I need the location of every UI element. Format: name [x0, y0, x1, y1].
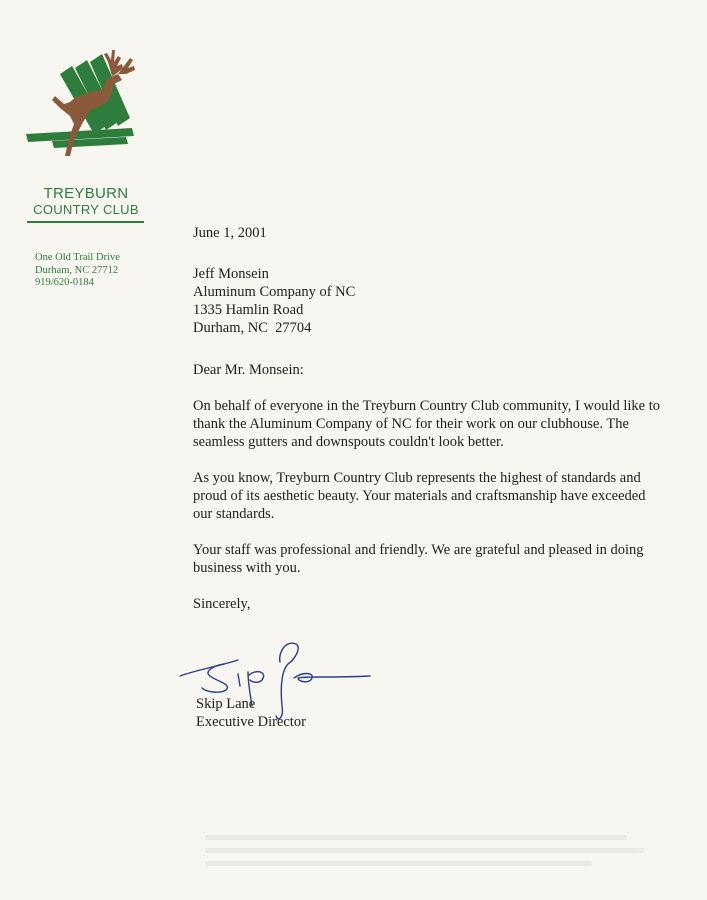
- letter-body: [193, 224, 663, 613]
- signer-title: Executive Director: [196, 714, 306, 730]
- closing: Sincerely,: [193, 596, 251, 612]
- club-address: [35, 252, 120, 290]
- recipient-line: Durham, NC 27704: [193, 320, 312, 336]
- address-line-2: Durham, NC 27712: [35, 264, 119, 276]
- recipient-line: Aluminum Company of NC: [193, 284, 356, 300]
- club-name-line2: COUNTRY CLUB: [33, 202, 139, 217]
- salutation: Dear Mr. Monsein:: [193, 362, 304, 378]
- recipient-line: Jeff Monsein: [193, 266, 269, 282]
- signer-name: Skip Lane: [196, 696, 256, 712]
- club-name-line1: TREYBURN: [43, 185, 129, 202]
- recipient-line: 1335 Hamlin Road: [193, 302, 304, 318]
- signer-block: [196, 695, 306, 731]
- body-paragraph: Your staff was professional and friendly. We are grateful and pleased in doing business with you.: [193, 542, 644, 576]
- body-paragraph: On behalf of everyone in the Treyburn Country Club community, I would like to thank the Aluminum Company of NC for their work on our clubhouse. The seamless gutters and downspouts couldn't look better.: [193, 398, 661, 450]
- phone-number: 919/620-0184: [35, 277, 94, 288]
- letter-date: June 1, 2001: [193, 225, 267, 241]
- recipient-block: [193, 265, 663, 337]
- deer-logo-icon: [22, 44, 144, 160]
- body-paragraph: As you know, Treyburn Country Club represents the highest of standards and proud of its aesthetic beauty. Your materials and craftsmanship have exceeded our standards.: [193, 470, 646, 522]
- address-line-1: One Old Trail Drive: [35, 252, 120, 263]
- letterhead-divider: [27, 221, 144, 223]
- reverse-side-bleed-through: [205, 835, 645, 875]
